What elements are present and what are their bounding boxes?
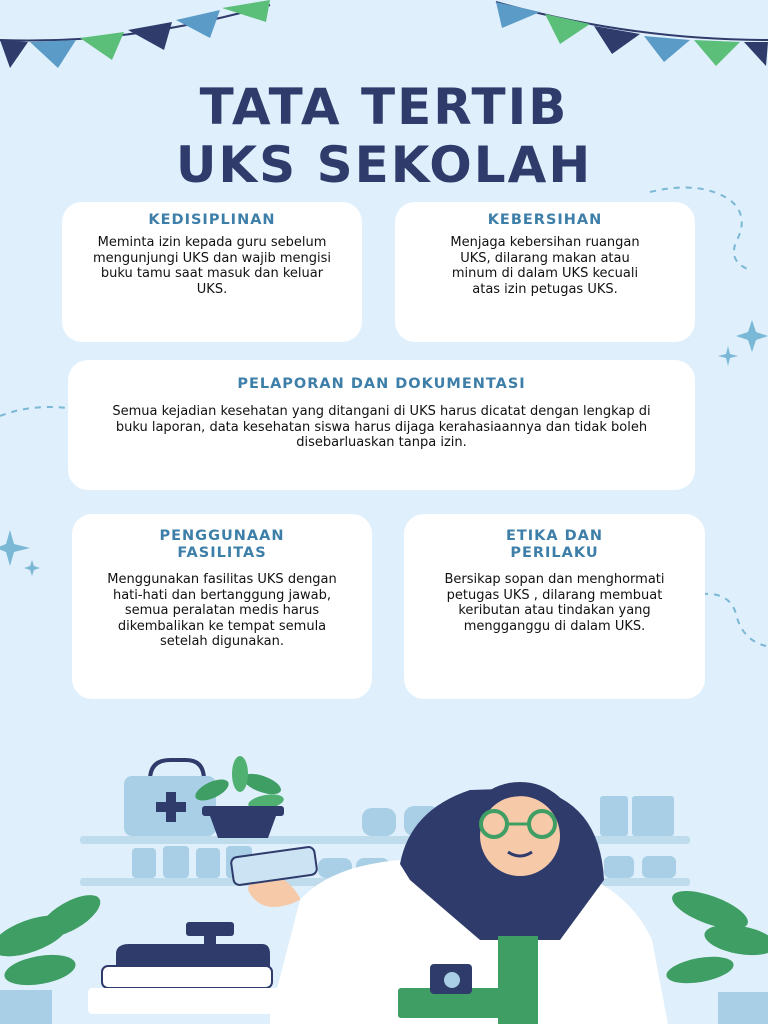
card-body: Menjaga kebersihan ruangan UKS, dilarang makan atau minum di dalam UKS kecuali atas izin petugas UKS.: [450, 235, 640, 297]
page-title: [0, 78, 768, 194]
card-body: Semua kejadian kesehatan yang ditangani di UKS harus dicatat dengan lengkap di buku laporan, data kesehatan siswa harus dijaga kerahasiaannya dan tidak boleh disebarluaskan tanpa izin.: [112, 404, 651, 451]
title-line-2: UKS SEKOLAH: [175, 136, 593, 194]
card-heading: ETIKA DAN PERILAKU: [505, 528, 604, 561]
card-kebersihan: [395, 202, 695, 342]
bunting-decoration: [0, 0, 768, 80]
uks-illustration: [0, 740, 768, 1024]
sparkle-icon: [0, 528, 46, 578]
card-etika-perilaku: [404, 514, 705, 699]
card-penggunaan-fasilitas: [72, 514, 372, 699]
card-kedisiplinan: [62, 202, 362, 342]
dashed-swirl-left-mid: [0, 398, 70, 428]
card-body: Menggunakan fasilitas UKS dengan hati-hati dan bertanggung jawab, semua peralatan medis harus dikembalikan ke tempat semula setelah digunakan.: [107, 572, 337, 650]
title-line-1: TATA TERTIB: [199, 78, 569, 136]
card-heading: KEBERSIHAN: [487, 212, 603, 228]
card-heading: PENGGUNAAN FASILITAS: [159, 528, 285, 561]
card-body: Meminta izin kepada guru sebelum mengunjungi UKS dan wajib mengisi buku tamu saat masuk dan keluar UKS.: [92, 235, 332, 297]
card-pelaporan-dokumentasi: [68, 360, 695, 490]
sparkle-icon: [710, 316, 768, 372]
card-heading: PELAPORAN DAN DOKUMENTASI: [237, 376, 526, 392]
card-heading: KEDISIPLINAN: [148, 212, 276, 228]
card-body: Bersikap sopan dan menghormati petugas UKS , dilarang membuat keributan atau tindakan yang mengganggu di dalam UKS.: [444, 572, 665, 634]
plant-right-icon: [664, 883, 768, 1024]
dashed-swirl-right-bottom: [700, 588, 768, 658]
